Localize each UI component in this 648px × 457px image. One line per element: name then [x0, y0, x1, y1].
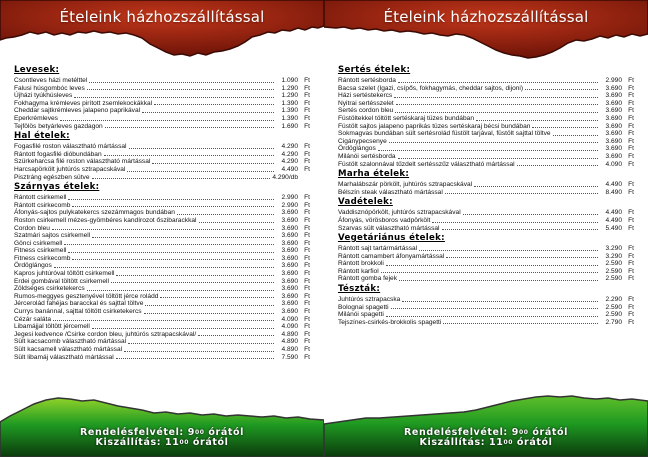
menu-item: Libamájjal töltött jércemell 4.090 Ft [14, 323, 310, 331]
menu-item: Füstöltekkel töltött sertéskaraj tüzes bundában 3.690 Ft [338, 114, 634, 122]
header-banner [324, 0, 648, 60]
menu-item: Ördöglángos 3.690 Ft [14, 262, 310, 270]
menu-content-right [338, 64, 634, 326]
menu-item: Bolognai spagetti 2.590 Ft [338, 303, 634, 311]
menu-item: Füstölt szalonnával tűzdelt sertésszűz választható mártással 4.090 Ft [338, 160, 634, 168]
menu-item: Fitness csirkemell 3.690 Ft [14, 247, 310, 255]
footer-hours [0, 428, 324, 448]
menu-item: Cézár saláta 4.090 Ft [14, 315, 310, 323]
section-title-game: Vadételek: [338, 197, 393, 208]
menu-item: Falusi húsgombóc leves 1.290 Ft [14, 84, 310, 92]
menu-item: Jegesi kedvence /Csirke cordon bleu, juhtúrós sztrapacskával/ 4.890 Ft [14, 330, 310, 338]
section-title-pork: Sertés ételek: [338, 65, 411, 75]
menu-item: Sült libamáj választható mártással 7.590 Ft [14, 353, 310, 361]
menu-item: Cordon bleu 3.690 Ft [14, 224, 310, 232]
menu-item: Eperkrémleves 1.390 Ft [14, 114, 310, 122]
menu-page-right [324, 0, 648, 457]
menu-item: Rántott gomba fejek 2.590 Ft [338, 275, 634, 283]
menu-item: Sertés cordon bleu 3.690 Ft [338, 107, 634, 115]
menu-item: Vaddisznópörkölt, juhtúrós sztrapacskával 4.490 Ft [338, 209, 634, 217]
footer-hours [324, 428, 648, 448]
menu-item: Rántott sertésborda 2.990 Ft [338, 77, 634, 84]
menu-item: Áfonyás, vörösboros vadpörkölt 4.490 Ft [338, 216, 634, 224]
menu-item: Áfonyás-sajtos pulykatekercs szezámmagos bundában 3.690 Ft [14, 209, 310, 217]
header-banner [0, 0, 324, 60]
menu-item: Zöldséges csirketekercs 3.690 Ft [14, 285, 310, 293]
menu-item: Rántott csirkecomb 2.990 Ft [14, 201, 310, 209]
menu-item: Szatmári sajtos csirkemell 3.690 Ft [14, 232, 310, 240]
menu-item: Tejszínes-csirkés-brokkolis spagetti 2.790 Ft [338, 318, 634, 326]
menu-item: Currys banánnal, sajttal töltött csirketekercs 3.690 Ft [14, 308, 310, 316]
menu-item: Szarvas sült választható mártással 5.490 Ft [338, 224, 634, 232]
menu-item: Házi sertéstekercs 3.690 Ft [338, 92, 634, 100]
menu-item: Szürkeharcsa filé roston választható mártással 4.290 Ft [14, 158, 310, 166]
menu-item: Bélszín steak választható mártással 8.490 Ft [338, 188, 634, 196]
menu-item: Ördöglángos 3.690 Ft [338, 145, 634, 153]
section-title-pasta: Tészták: [338, 284, 381, 295]
menu-item: Milánói spagetti 2.590 Ft [338, 311, 634, 319]
section-title-fish: Hal ételek: [14, 131, 70, 142]
delivery-hours-line: Kiszállítás: $11^{00}$ órától [95, 437, 229, 448]
menu-item: Rántott fogasfilé dióbundában 4.290 Ft [14, 150, 310, 158]
section-title-soups: Levesek: [14, 65, 60, 75]
menu-item: Újházi tyúkhúsleves 1.290 Ft [14, 92, 310, 100]
menu-item: Kapros juhtúróval töltött csirkemell 3.690 Ft [14, 270, 310, 278]
order-hours-line: Rendelésfelvétel: $9^{00}$ órától [80, 427, 244, 438]
menu-item: Rántott karfiol 2.590 Ft [338, 267, 634, 275]
header-title: Ételeink házhozszállítással [383, 8, 589, 26]
menu-item: Gönci csirkemell 3.690 Ft [14, 239, 310, 247]
footer-banner [324, 380, 648, 457]
menu-item: Harcsapörkölt juhtúrós sztrapacskával 4.490 Ft [14, 165, 310, 173]
section-title-beef: Marha ételek: [338, 169, 410, 180]
order-hours-line: Rendelésfelvétel: $9^{00}$ órától [404, 427, 568, 438]
menu-item: Cheddar sajtkrémleves jalapeno paprikával 1.390 Ft [14, 107, 310, 115]
menu-item: Juhtúrós sztrapacska 2.290 Ft [338, 296, 634, 304]
menu-item: Nyitrai sertésszelet 3.690 Ft [338, 99, 634, 107]
menu-item: Sült kacsacomb választható mártással 4.890 Ft [14, 338, 310, 346]
menu-item: Cigánypecsenye 3.690 Ft [338, 137, 634, 145]
menu-item: Rántott sajt tartármártással 3.290 Ft [338, 245, 634, 253]
menu-content-left [14, 64, 310, 361]
menu-item: Tejfölös betyárleves gazdagon 1.690 Ft [14, 122, 310, 130]
delivery-hours-line: Kiszállítás: $11^{00}$ órától [419, 437, 553, 448]
menu-item: Fitness csirkecomb 3.690 Ft [14, 254, 310, 262]
header-title: Ételeink házhozszállítással [59, 8, 265, 26]
section-title-poultry: Szárnyas ételek: [14, 182, 100, 193]
menu-item: Roston csirkemell mézes-gyömbéres kandírozot őszibarackkal 3.690 Ft [14, 216, 310, 224]
menu-item: Bacsa szelet (Igazi, csípős, fokhagymás, cheddar sajtos, dijoni) 3.690 Ft [338, 84, 634, 92]
menu-item: Rántott brokkoli 2.590 Ft [338, 260, 634, 268]
menu-item: Fogasfilé roston választható mártással 4.290 Ft [14, 143, 310, 151]
menu-item: Sokmagvas bundában sült sertésrolád füstölt tarjával, füstölt sajttal töltve 3.690 Ft [338, 130, 634, 138]
menu-item: Marhalábszár pörkölt, juhtúrós sztrapacskával 4.490 Ft [338, 181, 634, 189]
menu-item: Füstölt sajtos jalapeno paprikás tüzes sertéskaraj bécsi bundában 3.690 Ft [338, 122, 634, 130]
menu-item: Rumos-meggyes gesztenyével töltött jérce roládd 3.690 Ft [14, 292, 310, 300]
section-title-vegetarian: Vegetáriánus ételek: [338, 233, 445, 244]
menu-item: Rántott camambert áfonyamártással 3.290 Ft [338, 252, 634, 260]
menu-item: Milánói sertésborda 3.690 Ft [338, 152, 634, 160]
footer-banner [0, 380, 324, 457]
menu-item: Rántott csirkemell 2.990 Ft [14, 194, 310, 202]
menu-item: Fokhagyma krémleves pirított zsemlekockákkal 1.390 Ft [14, 99, 310, 107]
menu-item: Csontleves házi metélttel 1.090 Ft [14, 77, 310, 84]
menu-item: Jércerolád fahéjas baracckal és sajttal töltve 3.690 Ft [14, 300, 310, 308]
menu-item: Erdei gombával töltött csirkemell 3.690 Ft [14, 277, 310, 285]
menu-item: Sült kacsamell választható mártással 4.890 Ft [14, 346, 310, 353]
menu-item: Pisztráng egészben sütve 4.290/db [14, 173, 298, 181]
